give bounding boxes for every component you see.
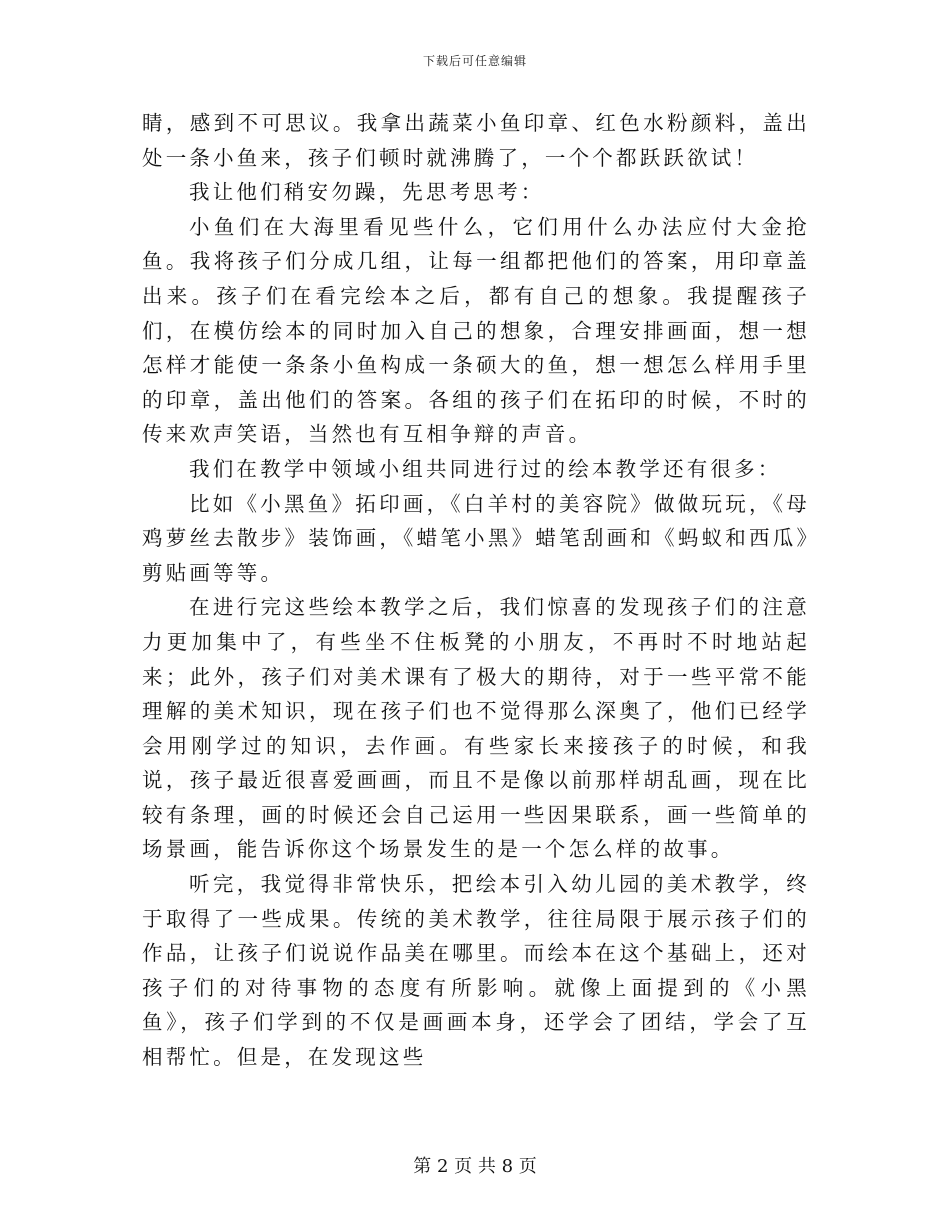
paragraph: 我们在教学中领域小组共同进行过的绘本教学还有很多：	[189, 456, 782, 481]
page-header-note: 下载后可任意编辑	[422, 54, 527, 68]
body-text	[142, 106, 810, 1075]
paragraph: 在进行完这些绘本教学之后，我们惊喜的发现孩子们的注意力更加集中了，有些坐不住板凳的小朋友，不再时不时地站起来；此外，孩子们对美术课有了极大的期待，对于一些平常不能理解的美术知识，现在孩子们也不觉得那么深奥了，他们已经学会用刚学过的知识，去作画。有些家长来接孩子的时候，和我说，孩子最近很喜爱画画，而且不是像以前那样胡乱画，现在比较有条理，画的时候还会自己运用一些因果联系，画一些简单的场景画，能告诉你这个场景发生的是一个怎么样的故事。	[142, 595, 810, 862]
paragraph: 比如《小黑鱼》拓印画，《白羊村的美容院》做做玩玩，《母鸡萝丝去散步》装饰画，《蜡笔小黑》蜡笔刮画和《蚂蚁和西瓜》剪贴画等等。	[142, 491, 810, 585]
page-number-footer: 第 2 页 共 8 页	[413, 1156, 537, 1177]
paragraph: 小鱼们在大海里看见些什么，它们用什么办法应付大金抢鱼。我将孩子们分成几组，让每一组都把他们的答案，用印章盖出来。孩子们在看完绘本之后，都有自己的想象。我提醒孩子们，在模仿绘本的同时加入自己的想象，合理安排画面，想一想怎样才能使一条条小鱼构成一条硕大的鱼，想一想怎么样用手里的印章，盖出他们的答案。各组的孩子们在拓印的时候，不时的传来欢声笑语，当然也有互相争辩的声音。	[142, 214, 810, 447]
paragraph: 我让他们稍安勿躁，先思考思考：	[189, 180, 545, 205]
paragraph-continued: 睛，感到不可思议。我拿出蔬菜小鱼印章、红色水粉颜料，盖出处一条小鱼来，孩子们顿时就沸腾了，一个个都跃跃欲试！	[142, 111, 810, 170]
paragraph: 听完，我觉得非常快乐，把绘本引入幼儿园的美术教学，终于取得了一些成果。传统的美术教学，往往局限于展示孩子们的作品，让孩子们说说作品美在哪里。而绘本在这个基础上，还对孩子们的对待事物的态度有所影响。就像上面提到的《小黑鱼》，孩子们学到的不仅是画画本身，还学会了团结，学会了互相帮忙。但是，在发现这些	[142, 872, 810, 1070]
